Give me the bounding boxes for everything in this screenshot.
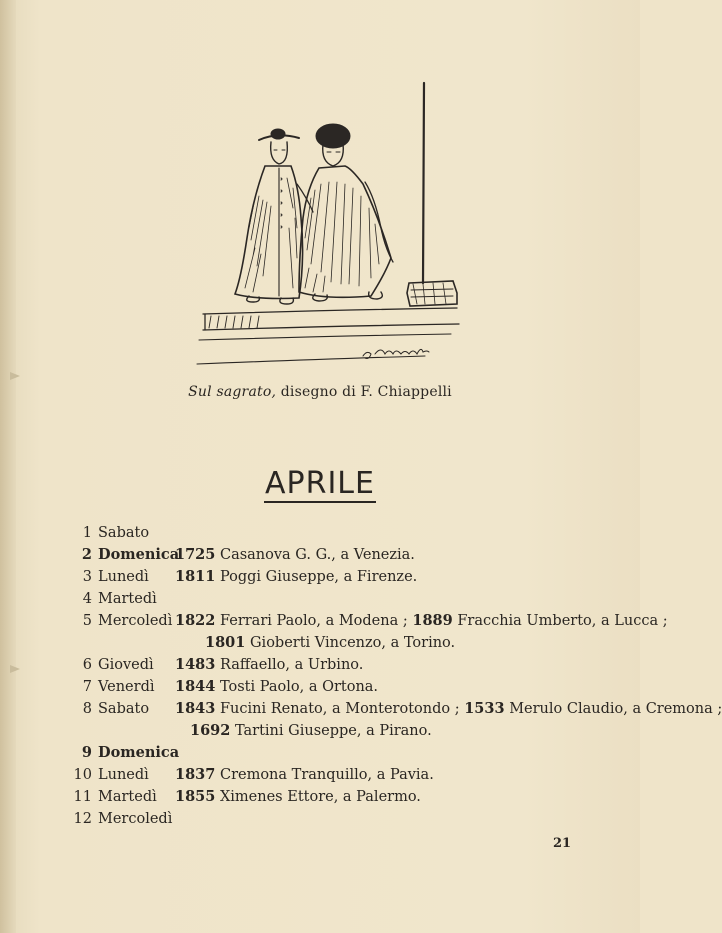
weekday: Sabato: [98, 701, 150, 717]
birth-year: 1837: [175, 766, 216, 783]
birth-person: Fucini Renato, a Monterotondo ;: [219, 701, 460, 717]
birth-entries: [175, 566, 592, 588]
calendar-row: [0, 742, 640, 764]
calendar-list: [0, 522, 722, 830]
birth-year: 1801: [205, 634, 246, 651]
calendar-row: [0, 698, 722, 742]
birth-entries: [175, 654, 592, 676]
weekday: Domenica: [98, 546, 180, 563]
day-number: 8: [82, 701, 92, 717]
birth-person: Gioberti Vincenzo, a Torino.: [249, 635, 456, 651]
birth-person: Cremona Tranquillo, a Pavia.: [219, 767, 434, 783]
birth-person: Ferrari Paolo, a Modena ;: [219, 613, 408, 629]
calendar-row: [0, 654, 640, 676]
day-number: 1: [82, 525, 92, 541]
birth-year: 1483: [175, 656, 216, 673]
birth-person: Ximenes Ettore, a Palermo.: [219, 789, 421, 805]
month-heading: [0, 466, 640, 501]
birth-year: 1843: [175, 700, 216, 717]
birth-person: Tartini Giuseppe, a Pirano.: [234, 723, 432, 739]
caption-text: disegno di F. Chiappelli: [280, 384, 452, 400]
calendar-row: [0, 588, 640, 610]
birth-year: 1725: [175, 546, 216, 563]
day-number: 9: [81, 744, 92, 761]
calendar-row: [0, 808, 640, 830]
day-number: 3: [82, 569, 92, 585]
birth-entries-continued: [190, 720, 432, 742]
weekday: Lunedì: [98, 767, 149, 783]
weekday: Venerdì: [98, 679, 155, 695]
calendar-row: [0, 676, 640, 698]
calendar-row: [0, 610, 668, 654]
drawing-two-priests-icon: [195, 78, 470, 378]
birth-person: Raffaello, a Urbino.: [219, 657, 364, 673]
weekday: Martedì: [98, 789, 157, 805]
day-number: 12: [73, 811, 92, 827]
weekday: Domenica: [98, 744, 180, 761]
caption-title: Sul sagrato,: [188, 384, 277, 400]
weekday: Sabato: [98, 525, 150, 541]
weekday: Mercoledì: [98, 613, 173, 629]
birth-year: 1844: [175, 678, 216, 695]
birth-person: Casanova G. G., a Venezia.: [219, 547, 415, 563]
weekday: Giovedì: [98, 657, 154, 673]
calendar-row: [0, 764, 640, 786]
calendar-row: [0, 566, 640, 588]
weekday: Lunedì: [98, 569, 149, 585]
birth-entries: [175, 698, 722, 720]
birth-entries: [175, 676, 592, 698]
day-number: 10: [73, 767, 92, 783]
birth-person: Fracchia Umberto, a Lucca ;: [457, 613, 668, 629]
birth-year: 1889: [412, 612, 453, 629]
birth-entries: [175, 544, 592, 566]
weekday: Mercoledì: [98, 811, 173, 827]
day-number: 7: [82, 679, 92, 695]
day-number: 6: [82, 657, 92, 673]
birth-year: 1692: [190, 722, 231, 739]
calendar-row: [0, 786, 640, 808]
birth-entries: [175, 610, 668, 632]
calendar-row: [0, 544, 640, 566]
illustration-caption: [0, 384, 640, 400]
day-number: 4: [82, 591, 92, 607]
birth-person: Merulo Claudio, a Cremona ;: [509, 701, 722, 717]
birth-year: 1533: [464, 700, 505, 717]
day-number: 5: [82, 613, 92, 629]
birth-year: 1855: [175, 788, 216, 805]
month-title: APRILE: [265, 466, 375, 501]
birth-person: Tosti Paolo, a Ortona.: [219, 679, 379, 695]
day-number: 11: [73, 789, 92, 805]
page-nick-mark: [10, 372, 20, 380]
birth-entries: [175, 786, 592, 808]
weekday: Martedì: [98, 591, 157, 607]
birth-year: 1822: [175, 612, 216, 629]
page-number: 21: [553, 836, 572, 851]
birth-entries-continued: [205, 632, 455, 654]
birth-year: 1811: [175, 568, 216, 585]
birth-entries: [175, 764, 592, 786]
birth-person: Poggi Giuseppe, a Firenze.: [219, 569, 418, 585]
calendar-row: [0, 522, 640, 544]
day-number: 2: [81, 546, 92, 563]
